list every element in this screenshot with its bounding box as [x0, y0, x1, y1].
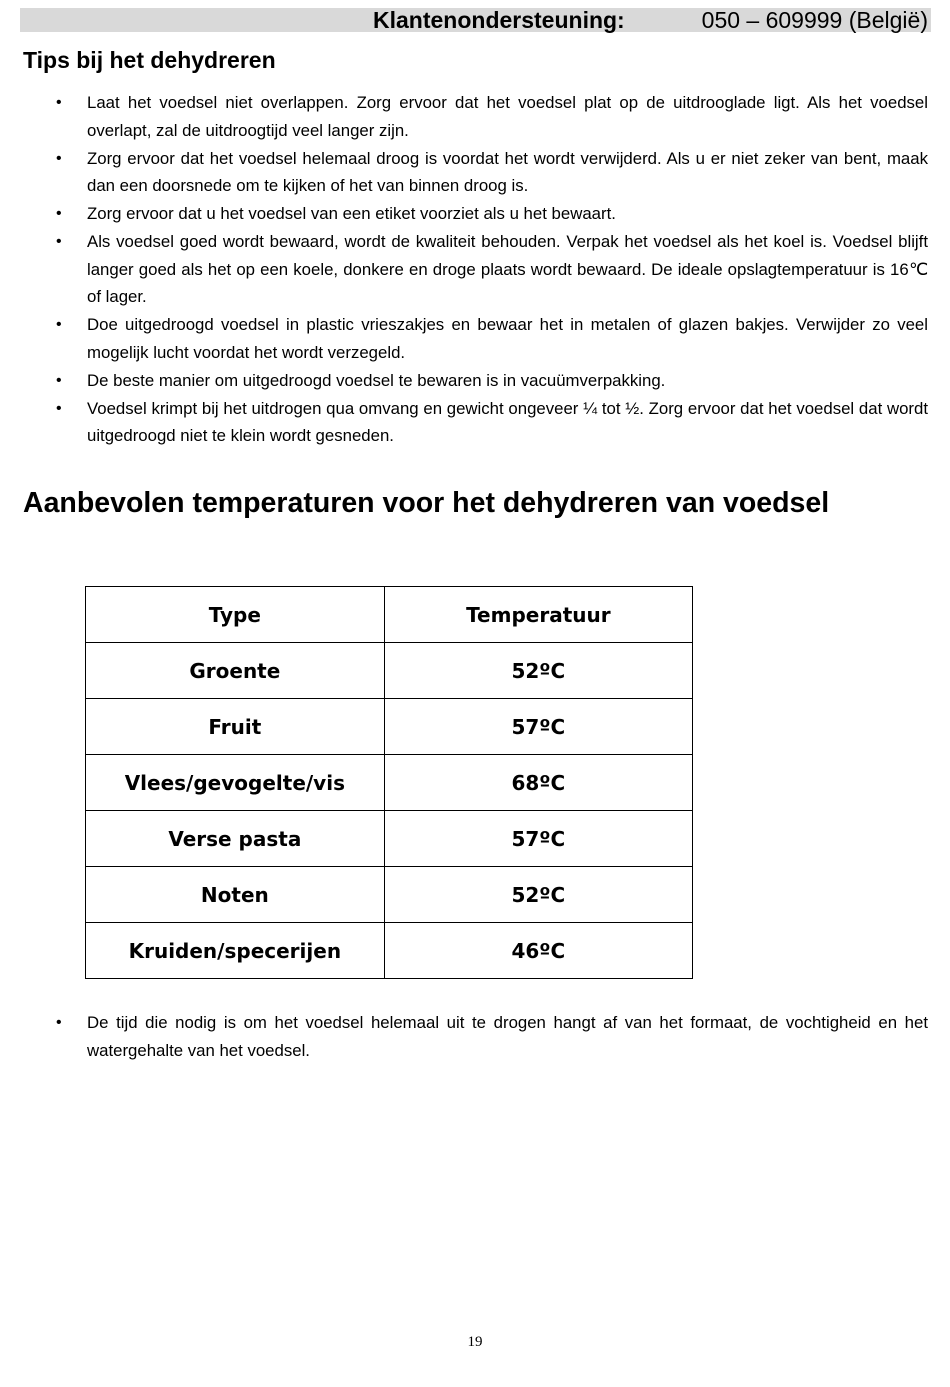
tip-item: • Laat het voedsel niet overlappen. Zorg ervoor dat het voedsel plat op de uitdrooglade ligt. Als het voedsel overlapt, zal de uitdroogtijd veel langer zijn. — [0, 89, 928, 144]
tips-heading: Tips bij het dehydreren — [23, 47, 276, 73]
column-header-type: Type — [86, 587, 385, 643]
tip-item: • Doe uitgedroogd voedsel in plastic vrieszakjes en bewaar het in metalen of glazen bakjes. Verwijder zo veel mogelijk lucht voordat het wordt verzegeld. — [0, 311, 928, 366]
temperature-cell: 68ºC — [384, 755, 692, 811]
food-type-cell: Verse pasta — [86, 811, 385, 867]
temperature-cell: 52ºC — [384, 867, 692, 923]
page-number: 19 — [467, 1334, 483, 1350]
food-type-cell: Fruit — [86, 699, 385, 755]
table-row — [86, 811, 693, 867]
tip-item: • Zorg ervoor dat het voedsel helemaal droog is voordat het wordt verwijderd. Als u er niet zeker van bent, maak dan een doorsnede om te kijken of het van binnen droog is. — [0, 145, 928, 200]
temperatures-heading: Aanbevolen temperaturen voor het dehydreren van voedsel — [23, 487, 830, 519]
tips-list — [0, 89, 928, 450]
tip-item: • Voedsel krimpt bij het uitdrogen qua omvang en gewicht ongeveer ¼ tot ½. Zorg ervoor dat het voedsel dat wordt uitgedroogd niet te klein wordt gesneden. — [0, 395, 928, 450]
temperature-cell: 46ºC — [384, 923, 692, 979]
temperature-cell: 57ºC — [384, 699, 692, 755]
temperature-table — [85, 586, 693, 979]
table-header-row — [86, 587, 693, 643]
drying-note-list — [0, 1009, 928, 1065]
food-type-cell: Groente — [86, 643, 385, 699]
food-type-cell: Vlees/gevogelte/vis — [86, 755, 385, 811]
support-phone: 050 – 609999 (België) — [701, 7, 928, 33]
table-row — [86, 867, 693, 923]
table-row — [86, 643, 693, 699]
drying-time-note: • De tijd die nodig is om het voedsel helemaal uit te drogen hangt af van het formaat, de vochtigheid en het watergehalte van het voedsel. — [0, 1009, 928, 1064]
food-type-cell: Kruiden/specerijen — [86, 923, 385, 979]
tip-item: • Zorg ervoor dat u het voedsel van een etiket voorziet als u het bewaart. — [0, 200, 928, 228]
tip-item: • De beste manier om uitgedroogd voedsel te bewaren is in vacuümverpakking. — [0, 367, 928, 395]
tip-item: • Als voedsel goed wordt bewaard, wordt de kwaliteit behouden. Verpak het voedsel als het koel is. Voedsel blijft langer goed als het op een koele, donkere en droge plaats wordt bewaard. De ideale opslagtemperatuur is 16℃ of lager. — [0, 228, 928, 311]
temperature-cell: 57ºC — [384, 811, 692, 867]
table-row — [86, 699, 693, 755]
table-row — [86, 755, 693, 811]
table-row — [86, 923, 693, 979]
temperature-cell: 52ºC — [384, 643, 692, 699]
food-type-cell: Noten — [86, 867, 385, 923]
support-label: Klantenondersteuning: — [373, 7, 625, 33]
column-header-temperature: Temperatuur — [384, 587, 692, 643]
